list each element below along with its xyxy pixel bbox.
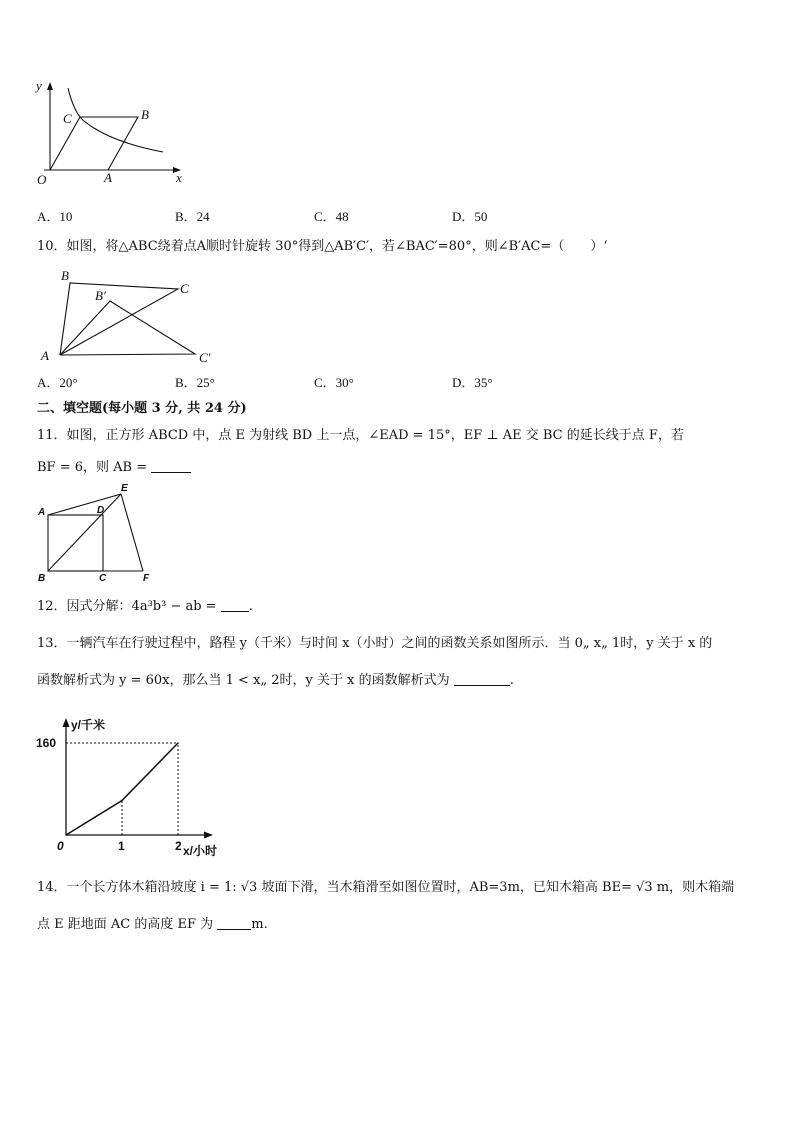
q9-label-b: B — [141, 107, 149, 122]
q11-line-2-text: BF = 6，则 AB = — [37, 460, 148, 475]
q13-x-tick-0: 0 — [57, 839, 64, 853]
q14-unit: m. — [251, 917, 268, 932]
q13-x-tick-1: 1 — [118, 839, 125, 853]
q10-label-b: B — [61, 268, 69, 283]
q13-y-label: y/千米 — [71, 718, 106, 732]
q10-label-c-prime: C′ — [199, 350, 211, 365]
q10-label-c: C — [180, 281, 189, 296]
q10-option-d[interactable]: D．35° — [452, 375, 493, 390]
q12-stem: 12．因式分解：4a³b³ − ab = — [37, 599, 217, 614]
q10-option-c[interactable]: C．30° — [314, 375, 354, 390]
q13-line-1: 13．一辆汽车在行驶过程中，路程 y（千米）与时间 x（小时）之间的函数关系如图所示．当 0„ x„ 1时，y 关于 x 的 — [37, 636, 713, 651]
q14-answer-blank[interactable] — [217, 916, 251, 930]
q13-data-point-2 — [177, 742, 179, 744]
q11-line-1: 11．如图，正方形 ABCD 中，点 E 为射线 BD 上一点，∠EAD = 15°，EF ⊥ AE 交 BC 的延长线于点 F，若 — [37, 428, 684, 443]
q9-label-c: C — [63, 111, 72, 126]
q13-x-label: x/小时 — [183, 844, 218, 858]
q14-line-1: 14．一个长方体木箱沿坡度 i = 1: √3 坡面下滑，当木箱滑至如图位置时，AB=3m，已知木箱高 BE= √3 m，则木箱端 — [37, 880, 735, 895]
q13-x-tick-2: 2 — [175, 839, 182, 853]
q11-label-a: A — [38, 507, 46, 518]
q10-label-a: A — [41, 348, 49, 363]
q13-data-point-1 — [121, 800, 123, 802]
q9-option-c[interactable]: C．48 — [314, 209, 349, 224]
q12-end: . — [248, 599, 253, 614]
q9-option-a[interactable]: A．10 — [37, 209, 73, 224]
q10-label-b-prime: B′ — [95, 288, 106, 303]
q9-label-y: y — [36, 78, 42, 93]
q11-label-e: E — [121, 483, 128, 494]
q9-option-b[interactable]: B．24 — [175, 209, 210, 224]
section-2-title: 二、填空题(每小题 3 分, 共 24 分) — [37, 401, 247, 416]
q9-label-x: x — [176, 170, 182, 185]
q13-x-arrow — [204, 832, 213, 839]
q11-label-b: B — [38, 573, 46, 584]
q10-stem: 10．如图，将△ABC绕着点A顺时针旋转 30°得到△AB′C′，若∠BAC′=80°，则∠B′AC=（ ）‘ — [37, 239, 608, 254]
q11-label-d: D — [97, 505, 105, 516]
q9-option-d[interactable]: D．50 — [452, 209, 488, 224]
q14-line-2-text: 点 E 距地面 AC 的高度 EF 为 — [37, 917, 214, 932]
q13-data-point-0 — [65, 834, 67, 836]
q9-label-o: O — [37, 172, 47, 187]
q9-label-a: A — [104, 170, 112, 185]
q13-line-2-text: 函数解析式为 y = 60x，那么当 1 < x„ 2时，y 关于 x 的函数解析式为 — [37, 673, 450, 688]
q11-label-f: F — [143, 573, 150, 584]
q13-y-arrow — [63, 718, 70, 727]
q11-label-c: C — [99, 573, 107, 584]
q10-option-a[interactable]: A．20° — [37, 375, 78, 390]
q13-end: . — [509, 673, 514, 688]
q10-option-b[interactable]: B．25° — [175, 375, 215, 390]
q13-y-tick-160: 160 — [36, 736, 57, 750]
q14-line-2 — [37, 916, 268, 933]
